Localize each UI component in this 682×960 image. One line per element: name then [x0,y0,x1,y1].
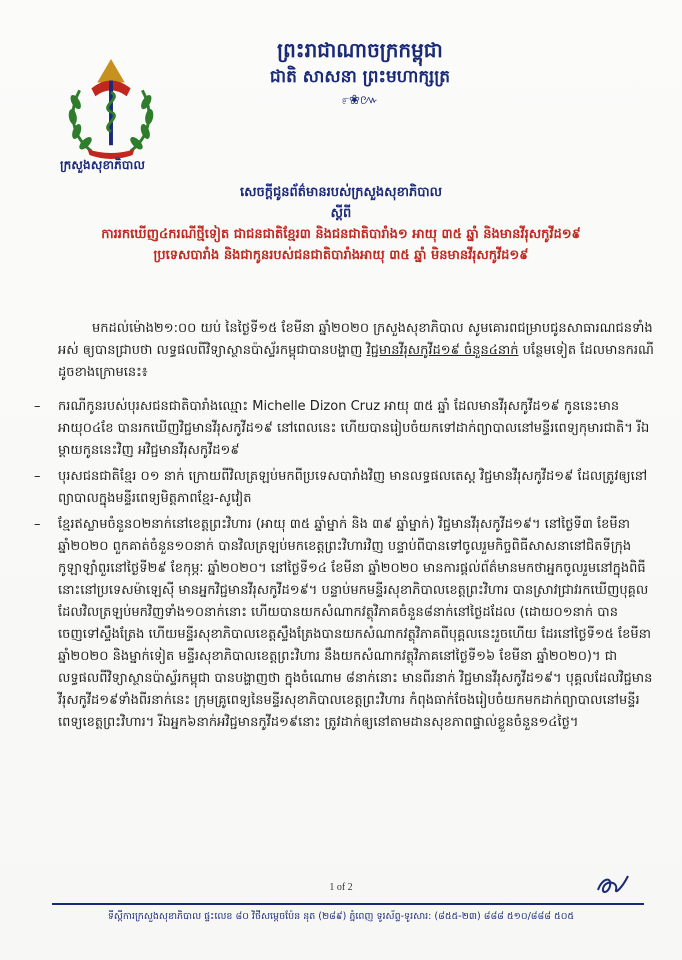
heading-line-1: សេចក្តីជូនព័ត៌មានរបស់ក្រសួងសុខាភិបាល [240,185,442,200]
case-text: ករណីកូនរបស់បុរសជនជាតិបារាំងឈ្មោះ Michelle Dizon Cruz អាយុ ៣៥ ឆ្នាំ ដែលមានវីរុសកូវីដ១៩ កូននេះមានអាយុ០៤ខែ បានរកឃើញវិជ្ជមានវីរុសកូវីដ១៩ នៅពេលនេះ ហើយបានរៀបចំយកទៅដាក់ព្យាបាលនៅមន្ទីរពេទ្យកុមារជាតិ។ រីឯម្តាយកូននេះវិញ អវិជ្ជមានវីរុសកូវីដ១៩ [58,399,650,458]
case-text: ខ្មែរឥស្លាមចំនួន០២នាក់នៅខេត្តព្រះវិហារ (អាយុ ៣៥ ឆ្នាំម្នាក់ និង ៣៩ ឆ្នាំម្នាក់) វិជ្ជមានវីរុសកូវីដ១៩។ នៅថ្ងៃទី៣ ខែមីនា ឆ្នាំ២០២០ ពួកគាត់ចំនួន១០នាក់ បានវិលត្រឡប់មកខេត្តព្រះវិហារវិញ បន្ទាប់ពីបានទៅចូលរួមកិច្ចពិធីសាសនានៅជិតទីក្រុងកូឡាឡាំពួរនៅថ្ងៃទី២៩ ខែកុម្ភៈ ឆ្នាំ២០២០។ នៅថ្ងៃទី១៤ ខែមីនា ឆ្នាំ២០២០ មានការផ្តល់ព័ត៌មានមកថាអ្នកចូលរួមនៅក្នុងពិធីនោះនៅប្រទេសម៉ាឡេស៊ី មានអ្នកវិជ្ជមានវីរុសកូវីដ១៩។ បន្ទាប់មកមន្ទីរសុខាភិបាលខេត្តព្រះវិហារ បានស្រាវជ្រាវរកឃើញបុគ្គលដែលវិលត្រឡប់មកវិញទាំង១០នាក់នោះ ហើយបានយកសំណាកវត្ថុវិភាគចំនួន៨នាក់នៅថ្ងៃដដែល (ដោយ០១នាក់ បានចេញទៅស្ទឹងត្រែង ហើយមន្ទីរសុខាភិបាលខេត្តស្ទឹងត្រែងបានយកសំណាកវត្ថុវិភាគពីបុគ្គលនេះរួចហើយ ដែរនៅថ្ងៃទី១៥ ខែមីនា ឆ្នាំ២០២០ និងម្នាក់ទៀត មន្ទីរសុខាភិបាលខេត្តព្រះវិហារ នឹងយកសំណាកវត្ថុវិភាគនៅថ្ងៃទី១៦ ខែមីនា ឆ្នាំ២០២០)។ ជាលទ្ធផលពីវិទ្យាស្ថានប៉ាស្ទ័រកម្ពុជា បានបង្ហាញថា ក្នុងចំណោម ៨នាក់នោះ មានពីរនាក់ វិជ្ជមានវីរុសកូវីដ១៩។ បុគ្គលដែលវិជ្ជមានវីរុសកូវីដ១៩ទាំងពីរនាក់នេះ ក្រុមគ្រូពេទ្យនៃមន្ទីរសុខាភិបាលខេត្តព្រះវិហារ កំពុងធាក់ចែងរៀបចំយកមកដាក់ព្យាបាលនៅមន្ទីរពេទ្យខេត្តព្រះវិហារ។ រីឯអ្នក៦នាក់អវិជ្ជមានកូវីដ១៩នោះ ត្រូវដាក់ឲ្យនៅតាមដានសុខភាពផ្ទាល់ខ្លួនចំនួន១៤ថ្ងៃ។ [58,517,653,730]
dash-bullet: – [34,399,41,414]
footer-divider [52,903,644,905]
heading-line-2: ស្តីពី [330,206,352,221]
heading-line-4: ប្រទេសបារាំង និងជាកូនរបស់ជនជាតិបារាំងអាយុ ៣៥ ឆ្នាំ មិនមានវីរុសកូវីដ១៩ [153,248,529,263]
intro-highlight: វិជ្ជមានវីរុសកូវីដ១៩ ចំនួន៤នាក់ [366,343,519,358]
page-number: 1 of 2 [329,882,353,893]
intro-text-2: បន្ថែមទៀត ដែលមានករណីដូចខាងក្រោមនេះ៖ [58,343,654,380]
dash-bullet: – [34,469,41,484]
national-motto: ជាតិ សាសនា ព្រះមហាក្សត្រ [269,67,451,87]
document-heading [40,182,642,266]
intro-text-1: មកដល់ម៉ោង២១:០០ យប់ នៃថ្ងៃទី១៥ ខែមីនា ឆ្នាំ២០២០ ក្រសួងសុខាភិបាល សូមគោរពជម្រាបជូនសាធារណជនទាំងអស់ ឲ្យបានជ្រាបថា លទ្ធផលពីវិទ្យាស្ថានប៉ាស្ទ័រកម្ពុជាបានបង្ហាញ [58,321,653,358]
kingdom-title: ព្រះរាជាណាចក្រកម្ពុជា [277,38,443,62]
list-item [34,396,654,462]
case-text: បុរសជនជាតិខ្មែរ ០១ នាក់ ក្រោយពីវិលត្រឡប់មកពីប្រទេសបារាំងវិញ មានលទ្ធផលតេស្ត វិជ្ជមានវីរុសកូវីដ១៩ ដែលត្រូវឲ្យនៅព្យាបាលក្នុងមន្ទីរពេទ្យមិត្តភាពខ្មែរ-សូវៀត [58,469,648,506]
ministry-of-health-emblem [62,52,160,162]
ministry-name-label: ក្រសួងសុខាភិបាល [60,158,146,172]
list-item [34,514,654,734]
heading-line-3: ការរកឃើញ៤ករណីថ្មីទៀត ជាជនជាតិខ្មែរ៣ និងជនជាតិបារាំង១ អាយុ ៣៥ ឆ្នាំ និងមានវីរុសកូវីដ១៩ [101,227,581,242]
list-item [34,466,654,510]
intro-paragraph [58,318,654,384]
signature-mark [594,872,634,898]
dash-bullet: – [34,517,41,532]
ornament-divider: ೯❀៚ [341,93,379,108]
document-body [34,318,654,738]
case-list [34,396,654,734]
footer-address: ទីស្តីការក្រសួងសុខាភិបាល ផ្ទះលេខ ៨០ វិថីសម្តេចប៉ែន នុត (២៨៩) ភ្នំពេញ ទូរស័ព្ទ-ទូរសារ: (៨៥៥-២៣) ៨៨៨ ៥១០/៨៨៨ ៥០៥ [107,911,575,922]
